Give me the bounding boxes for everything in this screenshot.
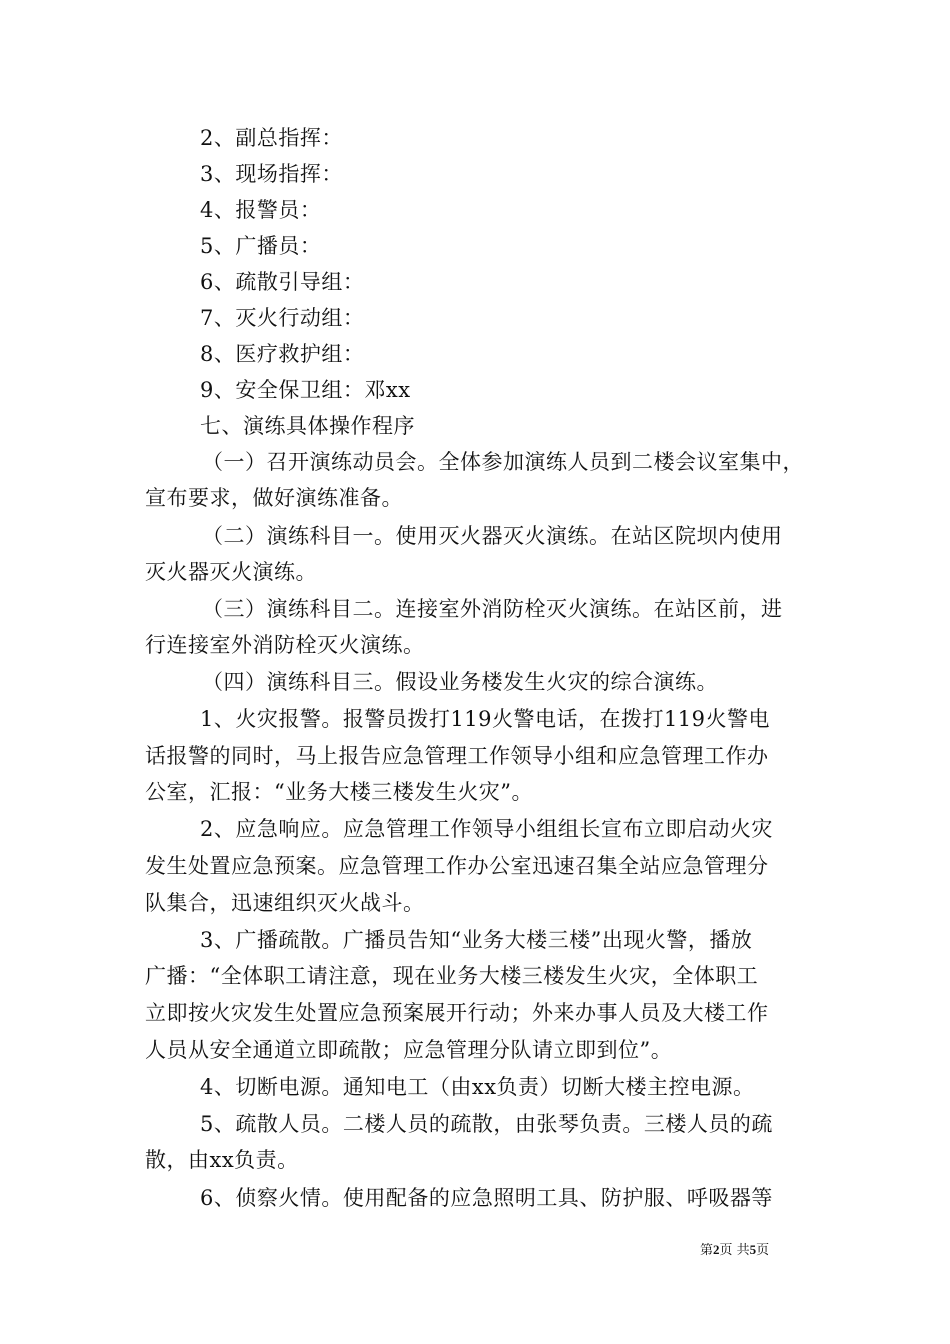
text-line-4: 5、广播员： bbox=[200, 234, 322, 258]
text-line-7: 8、医疗救护组： bbox=[200, 342, 365, 366]
text-line-30: 6、侦察火情。使用配备的应急照明工具、防护服、呼吸器等 bbox=[200, 1186, 773, 1210]
page-footer bbox=[700, 1240, 820, 1261]
text-line-19: 公室，汇报：“业务大楼三楼发生火灾”。 bbox=[145, 780, 533, 804]
text-line-6: 7、灭火行动组： bbox=[200, 306, 365, 330]
text-line-12: （二）演练科目一。使用灭火器灭火演练。在站区院坝内使用 bbox=[202, 524, 783, 548]
footer-middle: 页 共 bbox=[719, 1243, 750, 1258]
text-line-3: 4、报警员： bbox=[200, 198, 322, 222]
text-line-24: 广播：“全体职工请注意，现在业务大楼三楼发生火灾，全体职工 bbox=[145, 964, 759, 988]
footer-prefix: 第 bbox=[700, 1243, 714, 1258]
text-line-15: 行连接室外消防栓灭火演练。 bbox=[145, 633, 425, 657]
footer-suffix: 页 bbox=[756, 1243, 770, 1258]
text-line-18: 话报警的同时，马上报告应急管理工作领导小组和应急管理工作办 bbox=[145, 744, 769, 768]
text-line-25: 立即按火灾发生处置应急预案展开行动；外来办事人员及大楼工作 bbox=[145, 1001, 769, 1025]
text-line-22: 队集合，迅速组织灭火战斗。 bbox=[145, 891, 425, 915]
text-line-13: 灭火器灭火演练。 bbox=[145, 560, 317, 584]
text-line-2: 3、现场指挥： bbox=[200, 162, 343, 186]
text-line-5: 6、疏散引导组： bbox=[200, 270, 365, 294]
text-line-23: 3、广播疏散。广播员告知“业务大楼三楼”出现火警，播放 bbox=[200, 928, 753, 952]
text-line-27: 4、切断电源。通知电工（由xx负责）切断大楼主控电源。 bbox=[200, 1075, 755, 1099]
text-line-14: （三）演练科目二。连接室外消防栓灭火演练。在站区前，进 bbox=[202, 597, 783, 621]
text-line-29: 散，由xx负责。 bbox=[145, 1148, 299, 1172]
footer-total-pages: 5 bbox=[749, 1242, 757, 1257]
text-line-21: 发生处置应急预案。应急管理工作办公室迅速召集全站应急管理分 bbox=[145, 854, 769, 878]
text-line-11: 宣布要求，做好演练准备。 bbox=[145, 486, 403, 510]
text-line-20: 2、应急响应。应急管理工作领导小组组长宣布立即启动火灾 bbox=[200, 817, 773, 841]
text-line-26: 人员从安全通道立即疏散；应急管理分队请立即到位”。 bbox=[145, 1038, 673, 1062]
text-line-1: 2、副总指挥： bbox=[200, 126, 343, 150]
text-line-17: 1、火灾报警。报警员拨打119火警电话，在拨打119火警电 bbox=[200, 707, 771, 731]
text-line-16: （四）演练科目三。假设业务楼发生火灾的综合演练。 bbox=[202, 670, 718, 694]
text-line-28: 5、疏散人员。二楼人员的疏散，由张琴负责。三楼人员的疏 bbox=[200, 1112, 773, 1136]
text-line-8: 9、安全保卫组：邓xx bbox=[200, 378, 411, 402]
footer-page-number: 2 bbox=[713, 1242, 720, 1257]
section-heading: 七、演练具体操作程序 bbox=[200, 414, 415, 438]
text-line-10: （一）召开演练动员会。全体参加演练人员到二楼会议室集中， bbox=[202, 450, 804, 474]
